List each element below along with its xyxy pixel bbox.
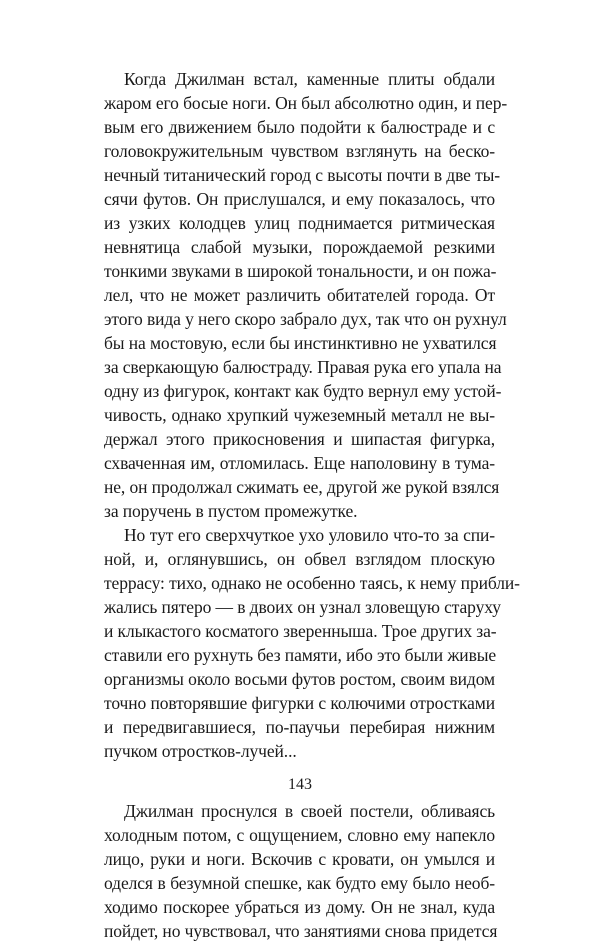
- text-line: организмы около восьми футов ростом, своим видом: [104, 669, 495, 689]
- text-line: держал этого прикосновения и шипастая фигурка,: [104, 429, 495, 449]
- text-line: этого вида у него скоро забрало дух, так что он рухнул: [104, 309, 507, 329]
- text-line: Когда Джилман встал, каменные плиты обдали: [124, 69, 495, 89]
- text-line: и клыкастого косматого зверенныша. Трое других за-: [104, 621, 497, 641]
- text-line: террасу: тихо, однако не особенно таясь, к нему прибли-: [104, 573, 520, 593]
- text-line: нечный титанический город с высоты почти в две ты-: [104, 165, 501, 185]
- text-line: пойдет, но чувствовал, что занятиями снова придется: [104, 921, 498, 941]
- text-line: Джилман проснулся в своей постели, обливаясь: [124, 801, 495, 821]
- text-line: лел, что не может различить обитателей города. От: [104, 285, 495, 305]
- text-line: из узких колодцев улиц поднимается ритмическая: [104, 213, 495, 233]
- text-line: одну из фигурок, контакт как будто вернул ему устой-: [104, 381, 502, 401]
- text-line: за поручень в пустом промежутке.: [104, 501, 358, 521]
- text-line: не, он продолжал сжимать ее, другой же рукой взялся: [104, 477, 500, 497]
- text-line: тонкими звуками в широкой тональности, и он пожа-: [104, 261, 497, 281]
- text-line: жались пятеро — в двоих он узнал зловещую старуху: [104, 597, 501, 617]
- text-line: схваченная им, отломилась. Еще наполовину в тума-: [104, 453, 495, 473]
- text-line: ной, и, оглянувшись, он обвел взглядом плоскую: [104, 549, 495, 569]
- text-line: и передвигавшиеся, по-паучьи перебирая нижним: [104, 717, 495, 737]
- text-line: бы на мостовую, если бы инстинктивно не ухватился: [104, 333, 497, 353]
- text-line: Но тут его сверхчуткое ухо уловило что-то за спи-: [124, 525, 495, 545]
- text-line: жаром его босые ноги. Он был абсолютно один, и пер-: [104, 93, 508, 113]
- text-line: пучком отростков-лучей...: [104, 741, 297, 761]
- text-line: чивость, однако хрупкий чужеземный металл не вы-: [104, 405, 495, 425]
- page-number: 143: [288, 776, 312, 793]
- text-line: лицо, руки и ноги. Вскочив с кровати, он умылся и: [104, 849, 495, 869]
- text-line: ставили его рухнуть без памяти, ибо это были живые: [104, 645, 497, 665]
- text-line: холодным потом, с ощущением, словно ему напекло: [104, 825, 495, 845]
- text-line: оделся в безумной спешке, как будто ему было необ-: [104, 873, 495, 893]
- text-line: невнятица слабой музыки, порождаемой резкими: [104, 237, 495, 257]
- text-line: ходимо поскорее убраться из дому. Он не знал, куда: [104, 897, 495, 917]
- text-line: за сверкающую балюстраду. Правая рука его упала на: [104, 357, 502, 377]
- text-line: вым его движением было подойти к балюстраде и с: [104, 117, 495, 137]
- text-line: сячи футов. Он прислушался, и ему показалось, что: [104, 189, 495, 209]
- text-line: головокружительным чувством взглянуть на беско-: [104, 141, 495, 161]
- text-line: точно повторявшие фигурки с колючими отростками: [104, 693, 495, 713]
